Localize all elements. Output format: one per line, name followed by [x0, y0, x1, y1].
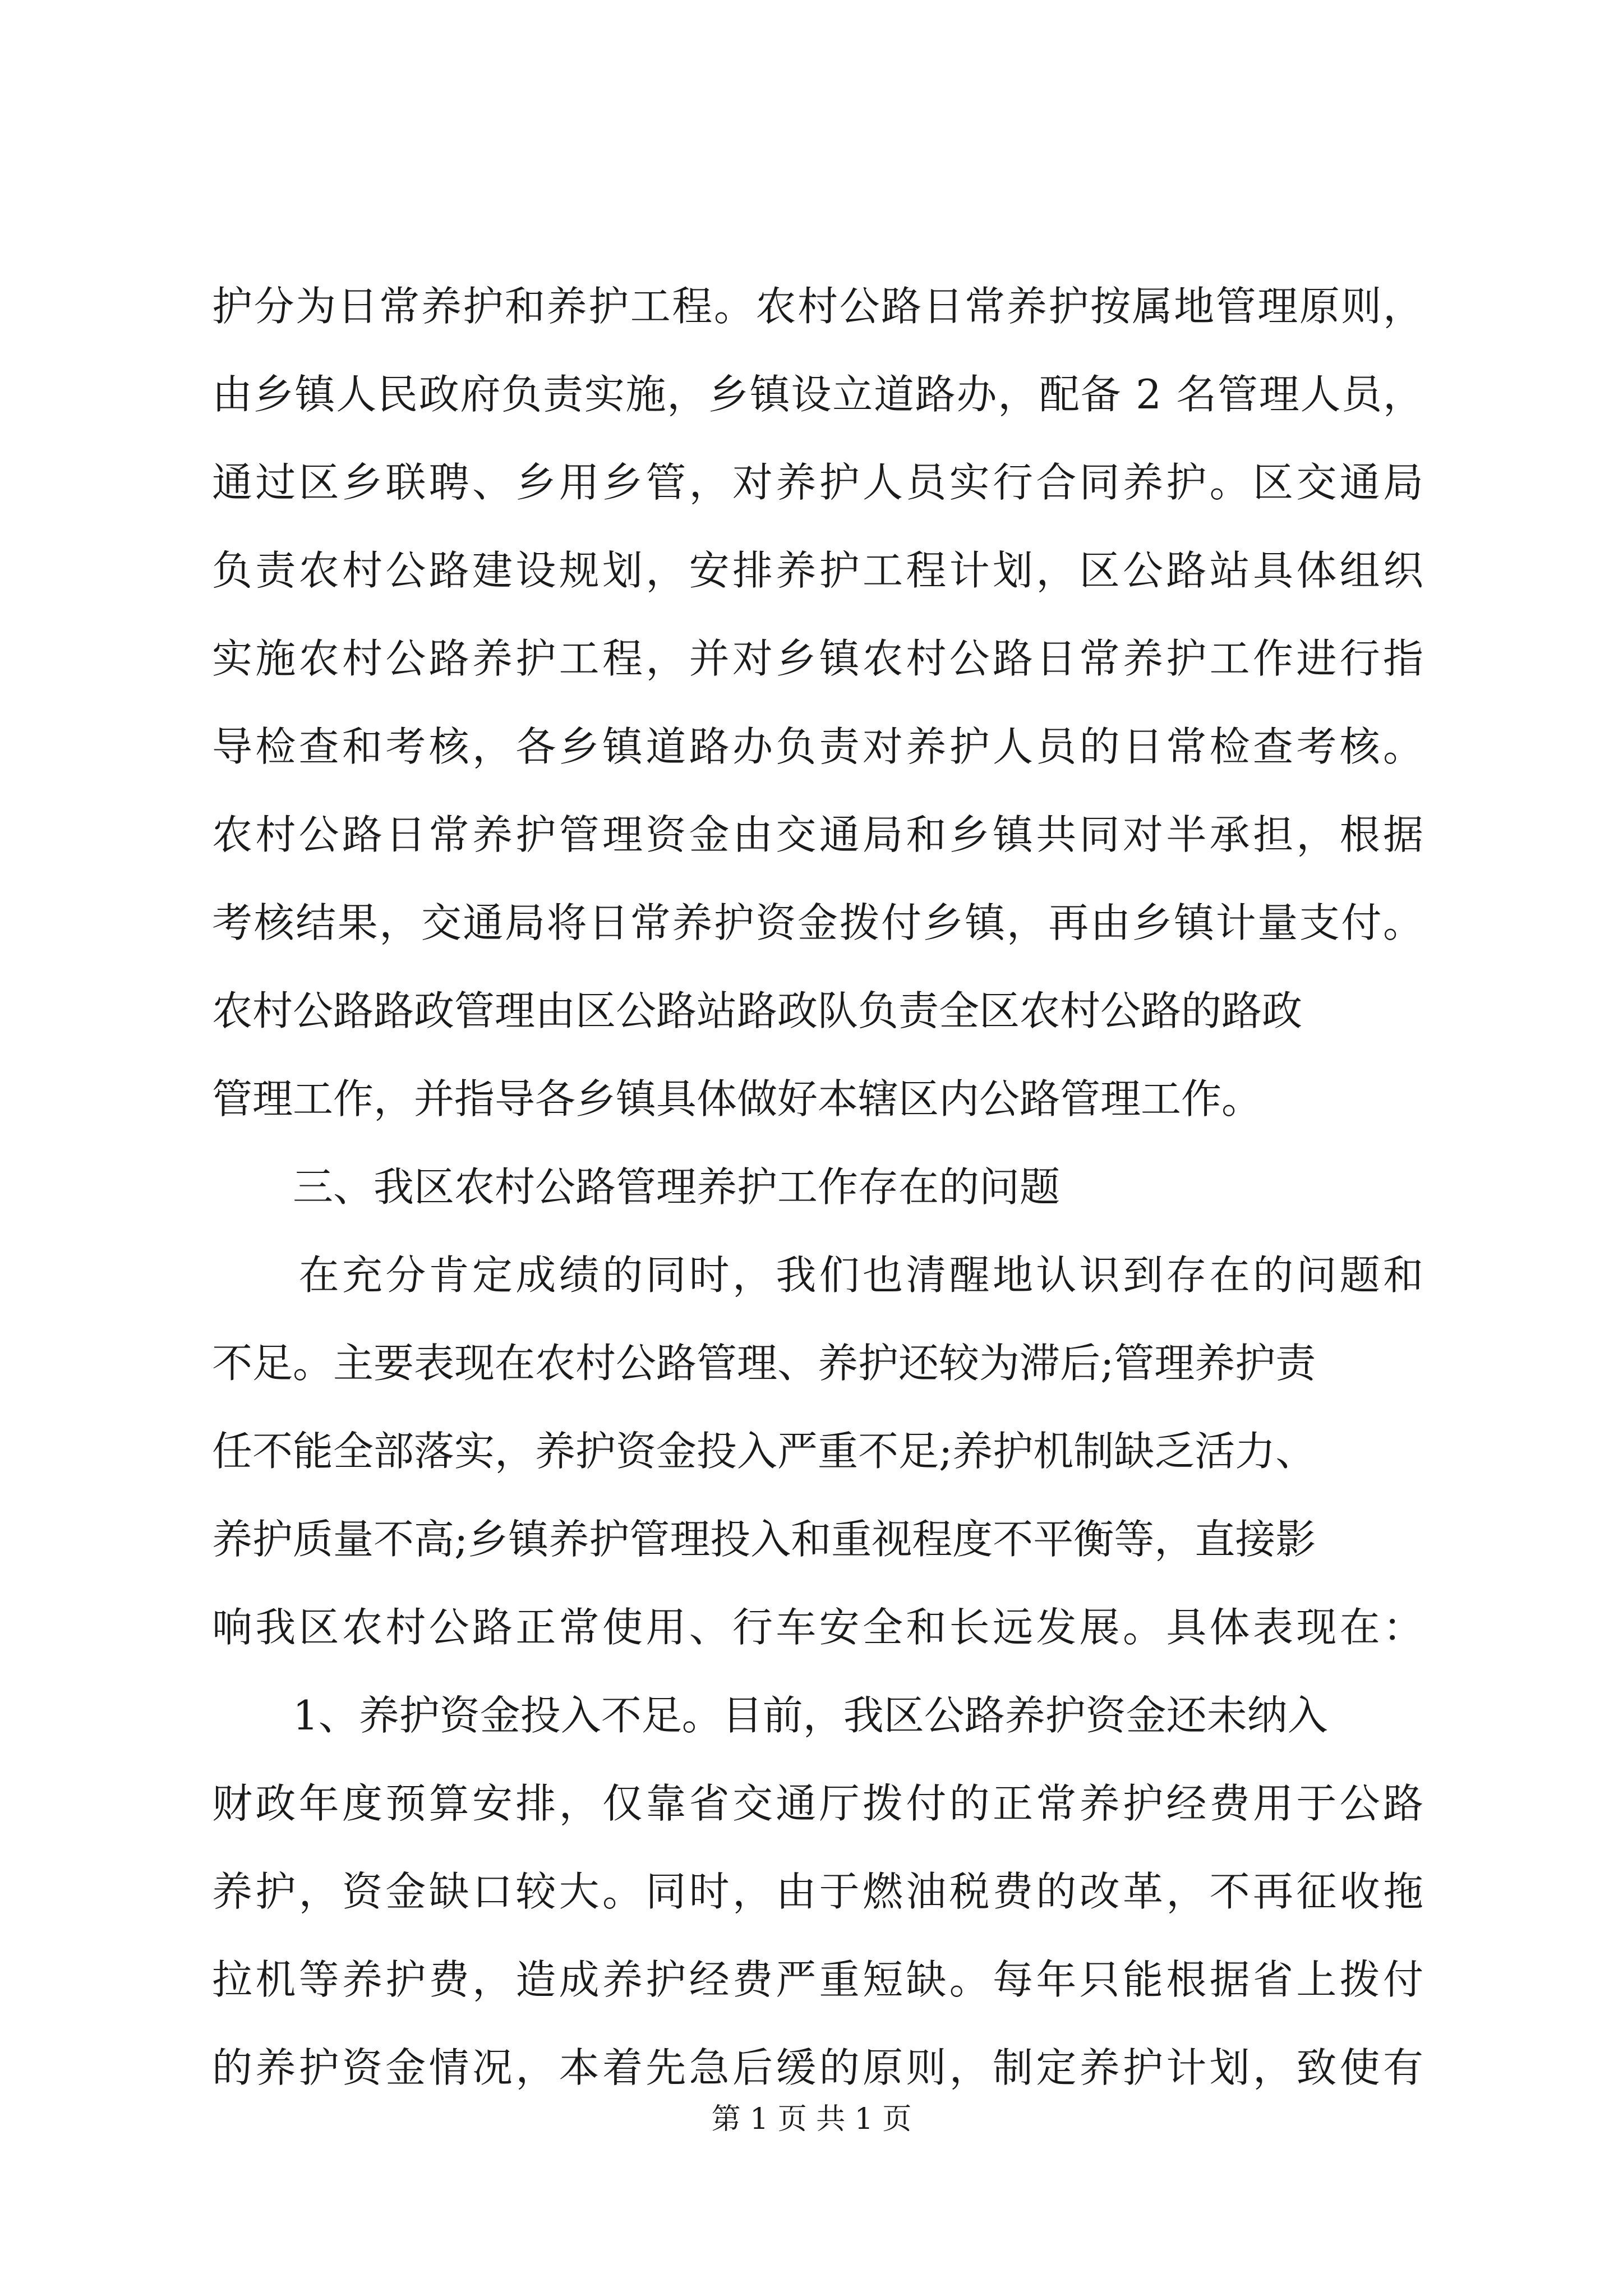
body-text: [212, 263, 1427, 2112]
text-line: 任不能全部落实，养护资金投入严重不足;养护机制缺乏活力、: [212, 1428, 1316, 1475]
text-line: 实施农村公路养护工程，并对乡镇农村公路日常养护工作进行指: [212, 635, 1427, 682]
text-line: 1、养护资金投入不足。目前，我区公路养护资金还未纳入: [212, 1692, 1328, 1739]
text-line: 管理工作，并指导各乡镇具体做好本辖区内公路管理工作。: [212, 1075, 1262, 1122]
text-line: 导检查和考核，各乡镇道路办负责对养护人员的日常检查考核。: [212, 723, 1427, 770]
text-line: 在充分肯定成绩的同时，我们也清醒地认识到存在的问题和: [212, 1251, 1427, 1299]
text-line: 考核结果，交通局将日常养护资金拨付乡镇，再由乡镇计量支付。: [212, 899, 1425, 946]
text-line: 财政年度预算安排，仅靠省交通厅拨付的正常养护经费用于公路: [212, 1780, 1427, 1827]
section-heading: 三、我区农村公路管理养护工作存在的问题: [212, 1163, 1061, 1211]
text-line: 响我区农村公路正常使用、行车安全和长远发展。具体表现在：: [212, 1604, 1427, 1651]
page-footer: 第 1 页 共 1 页: [711, 2102, 912, 2136]
text-line: 农村公路日常养护管理资金由交通局和乡镇共同对半承担，根据: [212, 811, 1427, 858]
text-line: 负责农村公路建设规划，安排养护工程计划，区公路站具体组织: [212, 547, 1427, 594]
text-line: 通过区乡联聘、乡用乡管，对养护人员实行合同养护。区交通局: [212, 459, 1427, 506]
text-line: 的养护资金情况，本着先急后缓的原则，制定养护计划，致使有: [212, 2044, 1427, 2091]
text-line: 不足。主要表现在农村公路管理、养护还较为滞后;管理养护责: [212, 1340, 1316, 1387]
text-line: 护分为日常养护和养护工程。农村公路日常养护按属地管理原则，: [212, 283, 1425, 330]
text-line: 由乡镇人民政府负责实施，乡镇设立道路办，配备 2 名管理人员，: [212, 371, 1424, 418]
text-line: 拉机等养护费，造成养护经费严重短缺。每年只能根据省上拨付: [212, 1956, 1427, 2003]
text-line: 养护，资金缺口较大。同时，由于燃油税费的改革，不再征收拖: [212, 1868, 1427, 1915]
text-line: 养护质量不高;乡镇养护管理投入和重视程度不平衡等，直接影: [212, 1516, 1316, 1563]
text-line: 农村公路路政管理由区公路站路政队负责全区农村公路的路政: [212, 987, 1303, 1034]
